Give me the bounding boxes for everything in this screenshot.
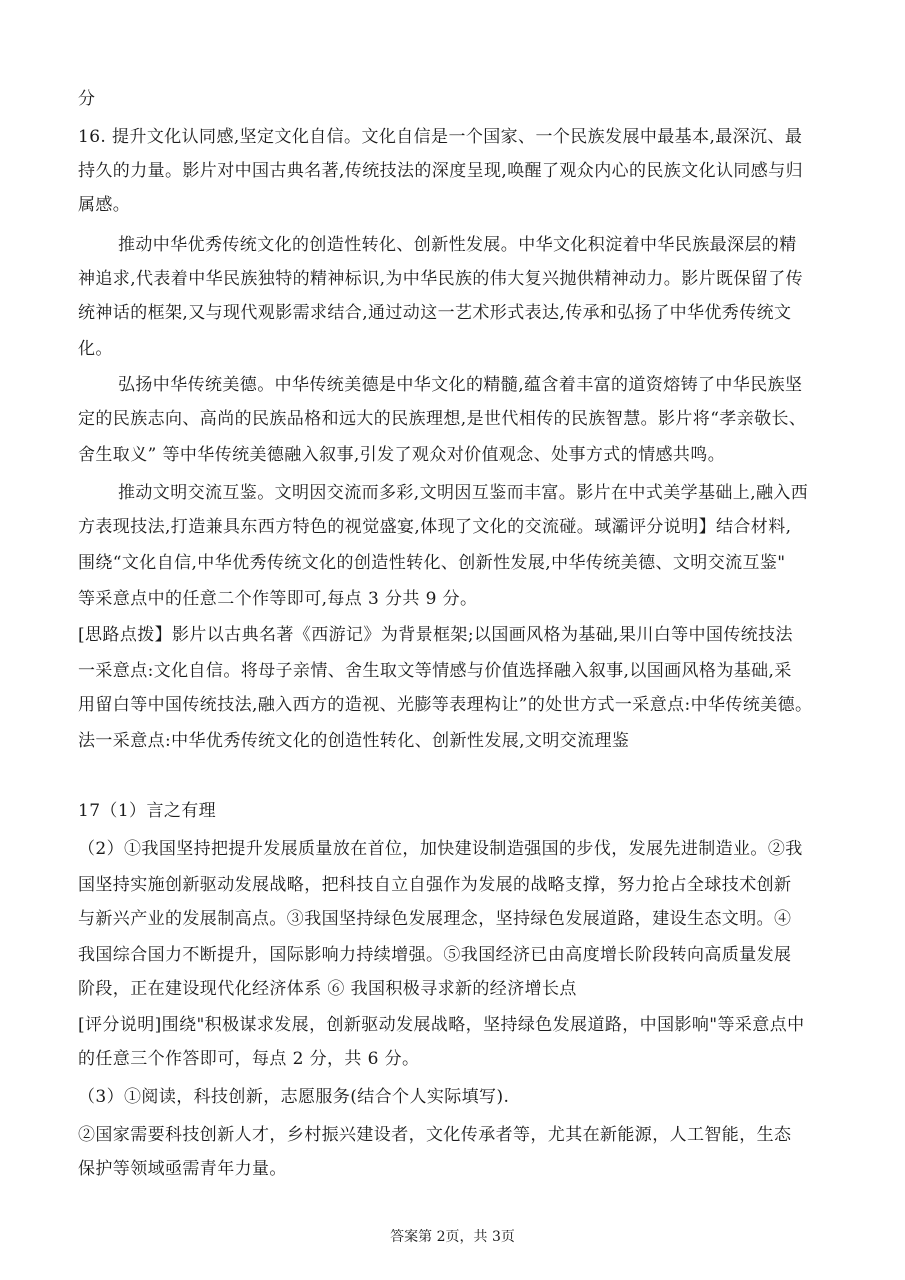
text-line: 的任意三个作答即可，每点 2 分，共 6 分。	[78, 1049, 420, 1069]
text-line: 与新兴产业的发展制高点。③我国坚持绿色发展理念，坚持绿色发展道路，建设生态文明。④	[78, 909, 792, 929]
text-line: （2）①我国坚持把提升发展质量放在首位，加快建设制造强国的步伐，发展先进制造业。②我	[78, 839, 803, 859]
text-line: 一采意点:文化自信。将母子亲情、舍生取文等情感与价值选择融入叙事,以国画风格为基础,采	[78, 661, 792, 681]
text-line: 舍生取义” 等中华传统美德融入叙事,引发了观众对价值观念、处事方式的情感共鸣。	[78, 445, 726, 465]
text-line: 我国综合国力不断提升，国际影响力持续增强。⑤我国经济已由高度增长阶段转向高质量发展	[78, 945, 792, 965]
text-line: （3）①阅读，科技创新，志愿服务(结合个人实际填写).	[78, 1087, 510, 1107]
text-line: 阶段，正在建设现代化经济体系 ⑥ 我国积极寻求新的经济增长点	[78, 979, 577, 999]
text-line: 用留白等中国传统技法,融入西方的造视、光膨等表理构让”的处世方式一采意点:中华传统美德。	[78, 695, 813, 715]
text-line: 定的民族志向、高尚的民族品格和远大的民族理想,是世代相传的民族智慧。影片将“孝亲敬长、	[78, 409, 807, 429]
text-line: 16. 提升文化认同感,坚定文化自信。文化自信是一个国家、一个民族发展中最基本,最深沉、最	[78, 127, 803, 147]
text-line: 神追求,代表着中华民族独特的精神标识,为中华民族的伟大复兴抛供精神动力。影片既保留了传	[78, 269, 804, 289]
text-line: 国坚持实施创新驱动发展战略，把科技自立自强作为发展的战略支撑，努力抢占全球技术创新	[78, 875, 792, 895]
text-line: 方表现技法,打造兼具东西方特色的视觉盛宴,体现了文化的交流碰。琙灞评分说明】结合材料,	[78, 517, 792, 537]
text-line: 保护等领域亟需青年力量。	[78, 1159, 287, 1179]
text-line: 弘扬中华传统美德。中华传统美德是中华文化的精髓,蕴含着丰富的道资熔铸了中华民族坚	[118, 375, 803, 395]
text-line: ②国家需要科技创新人才，乡村振兴建设者，文化传承者等，尤其在新能源，人工智能，生态	[78, 1125, 792, 1145]
text-line: 围绕“文化自信,中华优秀传统文化的创造性转化、创新性发展,中华传统美德、文明交流互鉴"	[78, 553, 786, 573]
text-line: 属感。	[78, 195, 131, 215]
text-line: 推动文明交流互鉴。文明因交流而多彩,文明因互鉴而丰富。影片在中式美学基础上,融入西	[118, 483, 809, 503]
text-line: 分	[78, 89, 96, 109]
text-line: [思路点拨】影片以古典名著《西游记》为背景框架;以国画风格为基础,果川白等中国传统技法	[78, 625, 793, 645]
text-line: 等采意点中的任意二个作等即可,每点 3 分共 9 分。	[78, 589, 478, 609]
text-line: 17（1）言之有理	[78, 801, 217, 821]
text-line: 持久的力量。影片对中国古典名著,传统技法的深度呈现,唤醒了观众内心的民族文化认同感与归	[78, 161, 804, 181]
text-line: 推动中华优秀传统文化的创造性转化、创新性发展。中华文化积淀着中华民族最深层的精	[118, 235, 797, 255]
text-line: 法一采意点:中华优秀传统文化的创造性转化、创新性发展,文明交流理鉴	[78, 731, 630, 751]
text-line: [评分说明]围绕"积极谋求发展，创新驱动发展战略，坚持绿色发展道路，中国影响"等采意点中	[78, 1015, 805, 1035]
text-line: 化。	[78, 339, 113, 359]
page-footer: 答案第 2页，共 3页	[390, 1229, 515, 1245]
text-line: 统神话的框架,又与现代观影需求结合,通过动这一艺术形式表达,传承和弘扬了中华优秀传统文	[78, 303, 792, 323]
